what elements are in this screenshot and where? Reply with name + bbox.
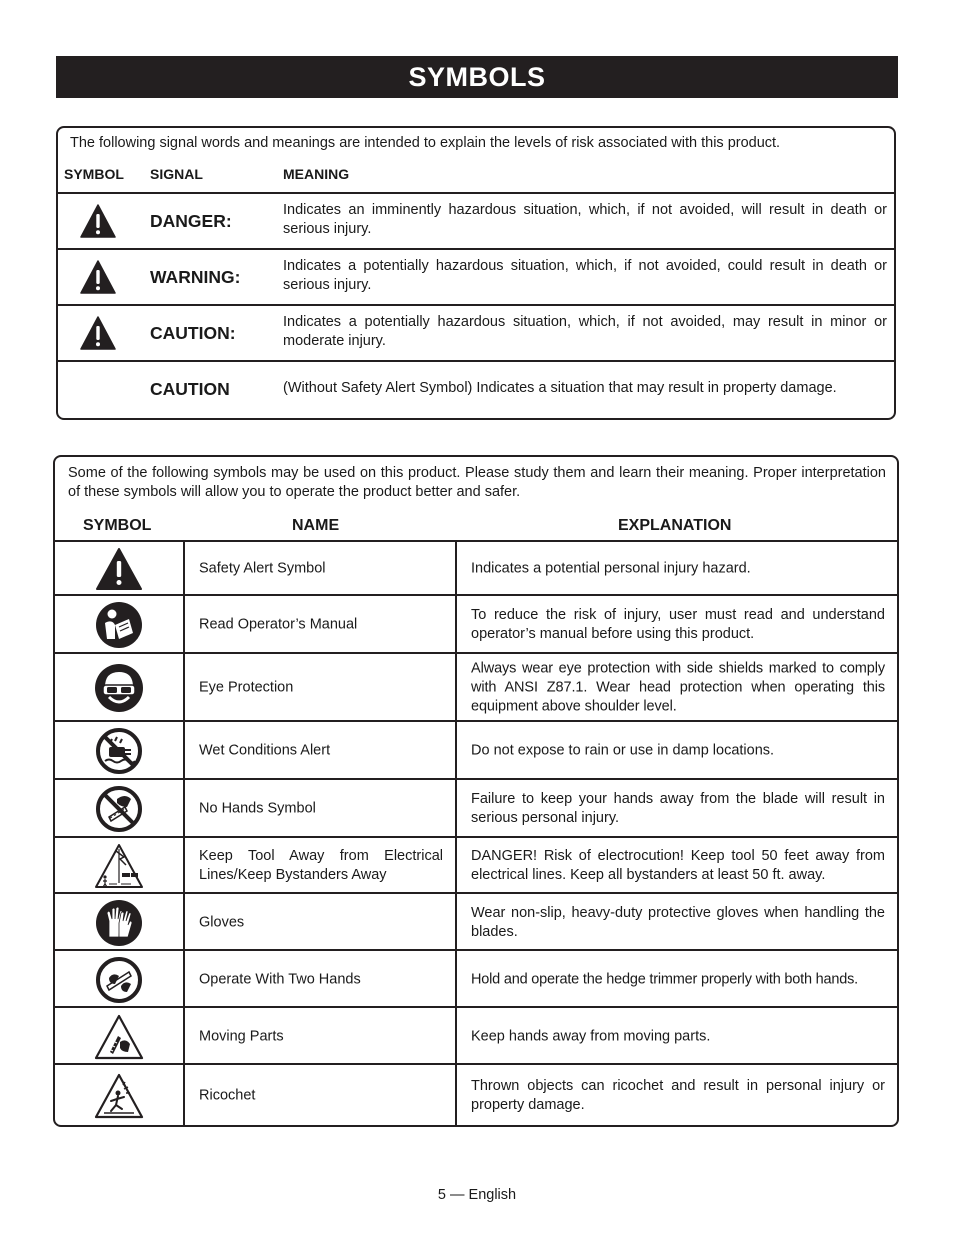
safety-alert-triangle-icon: [80, 316, 116, 350]
symbols-header-name: NAME: [292, 517, 340, 534]
table-row: [55, 778, 897, 838]
signal-header-symbol: SYMBOL: [64, 166, 124, 182]
table-row: [55, 540, 897, 596]
electrical-lines-icon: [94, 843, 144, 889]
symbols-intro: Some of the following symbols may be used on this product. Please study them and learn their meaning. Proper interpretation of these symbols will allow you to operate the product better and safer.: [68, 465, 886, 500]
safety-alert-triangle-icon: [80, 260, 116, 294]
signal-row-warning: [58, 248, 894, 304]
signal-header-meaning: MEANING: [283, 166, 350, 182]
symbols-header-symbol: SYMBOL: [83, 517, 152, 534]
symbol-name: No Hands Symbol: [199, 800, 316, 817]
safety-alert-icon: [95, 547, 143, 591]
symbol-explanation: Wear non-slip, heavy-duty protective gloves when handling the blades.: [471, 904, 885, 940]
ricochet-icon: [94, 1073, 144, 1119]
symbol-explanation: Indicates a potential personal injury hazard.: [471, 560, 751, 577]
symbol-name: Keep Tool Away from Electrical Lines/Keep Bystanders Away: [199, 848, 443, 883]
symbol-name: Gloves: [199, 914, 245, 930]
table-row: [55, 1006, 897, 1065]
signal-word: CAUTION:: [150, 323, 236, 343]
symbol-explanation: Keep hands away from moving parts.: [471, 1028, 711, 1044]
symbol-name: Ricochet: [199, 1087, 256, 1104]
symbol-name: Safety Alert Symbol: [199, 560, 326, 577]
signal-row-danger: [58, 192, 894, 248]
symbol-name: Moving Parts: [199, 1028, 284, 1044]
gloves-icon: [95, 899, 143, 947]
symbol-explanation: To reduce the risk of injury, user must read and understand operator’s manual before using this product.: [471, 607, 885, 642]
signal-row-caution-property: [58, 360, 894, 416]
signal-meaning: Indicates a potentially hazardous situation, which, if not avoided, may result in minor or moderate injury.: [283, 314, 887, 349]
signal-header-signal: SIGNAL: [150, 166, 203, 182]
signal-words-box: [56, 126, 896, 420]
symbol-explanation: Hold and operate the hedge trimmer properly with both hands.: [471, 971, 858, 987]
table-row: [55, 949, 897, 1008]
symbol-name: Read Operator’s Manual: [199, 616, 358, 633]
symbol-explanation: Always wear eye protection with side shields marked to comply with ANSI Z87.1. Wear head protection when operating this equipment above shoulder level.: [471, 660, 885, 715]
symbols-box: [53, 455, 899, 1127]
no-hands-icon: [95, 785, 143, 833]
page-title: SYMBOLS: [56, 56, 898, 98]
signal-word: DANGER:: [150, 211, 232, 231]
wet-conditions-icon: [95, 727, 143, 775]
safety-alert-triangle-icon: [80, 204, 116, 238]
table-row: [55, 1063, 897, 1127]
read-manual-icon: [95, 601, 143, 649]
symbol-explanation: Do not expose to rain or use in damp locations.: [471, 742, 775, 759]
symbols-header-explanation: EXPLANATION: [618, 517, 732, 534]
signal-word: WARNING:: [150, 267, 241, 287]
page-footer: 5 — English: [437, 1187, 517, 1203]
symbol-name: Operate With Two Hands: [199, 971, 361, 987]
table-row: [55, 892, 897, 951]
signal-meaning: Indicates an imminently hazardous situation, which, if not avoided, will result in death or serious injury.: [283, 202, 887, 237]
table-row: [55, 720, 897, 780]
two-hands-icon: [95, 956, 143, 1004]
moving-parts-icon: [94, 1014, 144, 1060]
signal-meaning: (Without Safety Alert Symbol) Indicates a situation that may result in property damage.: [283, 380, 837, 396]
symbol-explanation: DANGER! Risk of electrocution! Keep tool 50 feet away from electrical lines. Keep all bystanders at least 50 ft. away.: [471, 848, 885, 883]
signal-word: CAUTION: [150, 379, 230, 399]
symbol-name: Wet Conditions Alert: [199, 742, 331, 759]
symbol-explanation: Thrown objects can ricochet and result in personal injury or property damage.: [471, 1078, 885, 1113]
table-row: [55, 652, 897, 722]
symbol-explanation: Failure to keep your hands away from the blade will result in serious personal injury.: [471, 791, 885, 826]
table-row: [55, 836, 897, 894]
signal-meaning: Indicates a potentially hazardous situation, which, if not avoided, could result in death or serious injury.: [283, 258, 887, 293]
eye-protection-icon: [94, 663, 144, 713]
table-row: [55, 594, 897, 654]
symbol-name: Eye Protection: [199, 679, 294, 696]
signal-row-caution: [58, 304, 894, 360]
signal-intro: The following signal words and meanings are intended to explain the levels of risk associated with this product.: [70, 135, 781, 151]
